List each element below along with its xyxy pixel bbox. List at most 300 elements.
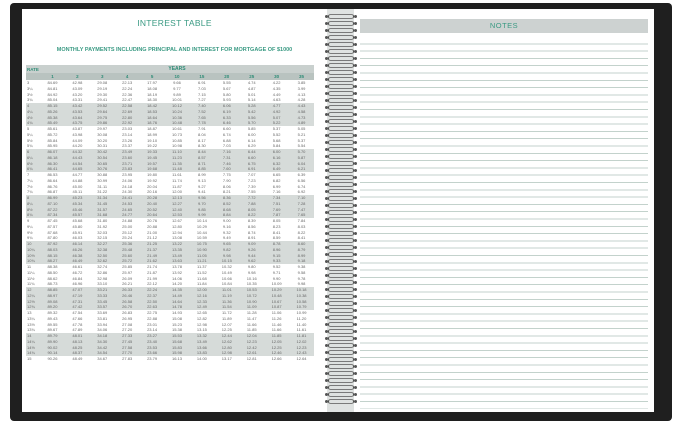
- payment-cell: 29.19: [97, 85, 108, 91]
- rate-cell: 14½: [27, 344, 35, 350]
- payment-cell: 11.06: [271, 310, 282, 315]
- payment-cell: 21.12: [147, 235, 158, 241]
- payment-cell: 22.58: [122, 103, 133, 108]
- payment-cell: 29.97: [97, 126, 108, 131]
- rate-cell: 11¾: [27, 281, 35, 287]
- payment-cell: 23.95: [122, 172, 133, 177]
- payment-cell: 47.66: [72, 315, 83, 321]
- payment-cell: 34.67: [97, 356, 108, 361]
- payment-cell: 6.91: [198, 80, 206, 85]
- spiral-coil: [326, 168, 356, 175]
- payment-cell: 8.44: [198, 149, 206, 154]
- payment-cell: 14.35: [171, 287, 182, 292]
- payment-cell: 13.83: [196, 350, 207, 356]
- payment-cell: 26.58: [122, 298, 133, 304]
- payment-cell: 22.13: [122, 80, 133, 85]
- payment-cell: 88.03: [47, 246, 58, 252]
- payment-cell: 10.09: [271, 281, 282, 287]
- payment-cell: 4.92: [272, 108, 281, 114]
- payment-cell: 9.98: [297, 281, 306, 287]
- spiral-coil: [326, 273, 356, 280]
- payment-cell: 19.22: [147, 143, 158, 149]
- payment-cell: 9.77: [173, 85, 181, 91]
- payment-cell: 33.94: [97, 321, 108, 327]
- payment-cell: 88.38: [47, 264, 58, 269]
- payment-cell: 10.66: [221, 275, 232, 281]
- rate-cell: 12: [27, 287, 32, 292]
- payment-cell: 85.49: [47, 120, 58, 126]
- payment-cell: 8.60: [297, 241, 306, 246]
- payment-cell: 7.90: [222, 177, 231, 183]
- payment-cell: 8.22: [247, 212, 256, 218]
- payment-cell: 20.88: [147, 223, 158, 229]
- payment-cell: 27.70: [122, 350, 133, 356]
- payment-cell: 8.74: [247, 229, 256, 235]
- payment-cell: 7.03: [198, 85, 206, 91]
- payment-cell: 4.35: [272, 85, 281, 91]
- payment-cell: 8.39: [247, 218, 256, 223]
- payment-cell: 3.85: [297, 80, 306, 85]
- payment-cell: 10.87: [271, 304, 282, 310]
- payment-cell: 7.60: [222, 166, 231, 172]
- payment-cell: 10.72: [246, 292, 257, 298]
- payment-cell: 89.20: [47, 304, 58, 310]
- payment-cell: 20.76: [147, 218, 158, 223]
- payment-cell: 9.41: [198, 189, 206, 195]
- payment-cell: 32.03: [97, 229, 108, 235]
- payment-cell: 45.34: [72, 200, 83, 206]
- notes-heading: NOTES: [360, 19, 648, 33]
- payment-cell: 6.14: [247, 137, 256, 143]
- payment-cell: 5.84: [272, 143, 281, 149]
- table-header-years: [26, 65, 314, 73]
- spiral-coil: [326, 140, 356, 147]
- payment-cell: 18.53: [147, 108, 158, 114]
- payment-cell: 6.92: [297, 189, 306, 195]
- spiral-coil: [326, 350, 356, 357]
- payment-cell: 7.47: [297, 206, 306, 212]
- payment-cell: 5.42: [247, 108, 256, 114]
- payment-cell: 10.73: [171, 131, 182, 137]
- payment-cell: 6.32: [272, 160, 281, 166]
- payment-cell: 7.46: [222, 160, 231, 166]
- payment-cell: 12.33: [196, 298, 207, 304]
- payment-cell: 12.05: [271, 338, 282, 344]
- year-column-header: 25: [249, 74, 255, 79]
- payment-cell: 22.63: [147, 304, 158, 310]
- payment-cell: 8.91: [247, 235, 256, 241]
- payment-cell: 7.55: [247, 189, 256, 195]
- page-title: INTEREST TABLE: [137, 18, 212, 28]
- payment-cell: 6.75: [247, 160, 256, 166]
- payment-cell: 7.39: [247, 183, 256, 189]
- spiral-coil: [326, 21, 356, 28]
- spiral-coil: [326, 182, 356, 189]
- rate-cell: 5: [27, 126, 30, 131]
- payment-cell: 11.36: [221, 298, 232, 304]
- payment-cell: 9.98: [247, 269, 256, 275]
- payment-cell: 19.10: [147, 137, 158, 143]
- payment-cell: 11.35: [172, 160, 182, 166]
- payment-cell: 11.20: [296, 315, 307, 321]
- payment-cell: 14.93: [171, 310, 182, 315]
- payment-cell: 9.32: [222, 229, 231, 235]
- payment-cell: 85.04: [47, 97, 58, 103]
- payment-cell: 5.70: [247, 120, 256, 126]
- payment-cell: 7.28: [297, 200, 306, 206]
- payment-cell: 26.33: [122, 287, 133, 292]
- payment-cell: 46.84: [72, 275, 83, 281]
- payment-cell: 10.36: [171, 114, 182, 120]
- payment-cell: 46.14: [72, 241, 83, 246]
- payment-cell: 13.15: [196, 327, 207, 333]
- payment-cell: 10.12: [171, 103, 182, 108]
- rate-cell: 9½: [27, 229, 33, 235]
- payment-cell: 25.24: [122, 235, 133, 241]
- payment-cell: 23.26: [122, 137, 133, 143]
- payment-cell: 4.43: [297, 103, 306, 108]
- payment-cell: 6.91: [247, 166, 256, 172]
- payment-cell: 30.08: [97, 131, 108, 137]
- payment-cell: 25.97: [122, 269, 133, 275]
- payment-cell: 46.03: [72, 235, 83, 241]
- payment-cell: 30.54: [97, 154, 108, 160]
- payment-cell: 12.43: [296, 350, 307, 356]
- payment-cell: 7.10: [297, 195, 306, 200]
- spiral-coil: [326, 371, 356, 378]
- payment-cell: 85.15: [47, 103, 58, 108]
- payment-cell: 32.15: [97, 235, 108, 241]
- payment-cell: 43.20: [72, 91, 83, 97]
- spiral-coil: [326, 175, 356, 182]
- payment-cell: 9.89: [173, 91, 181, 97]
- spiral-coil: [326, 126, 356, 133]
- payment-cell: 86.07: [47, 149, 58, 154]
- spiral-coil: [326, 322, 356, 329]
- spiral-coil: [326, 259, 356, 266]
- payment-cell: 19.92: [147, 177, 158, 183]
- payment-cell: 11.85: [246, 327, 257, 333]
- payment-cell: 8.41: [272, 229, 281, 235]
- payment-cell: 7.52: [198, 108, 206, 114]
- payment-cell: 46.49: [72, 258, 83, 264]
- payment-cell: 10.98: [171, 143, 182, 149]
- payment-cell: 10.61: [171, 126, 182, 131]
- payment-cell: 8.22: [297, 229, 306, 235]
- payment-cell: 5.70: [297, 149, 306, 154]
- payment-cell: 10.48: [171, 120, 182, 126]
- payment-cell: 84.81: [47, 85, 58, 91]
- rate-cell: 11: [27, 264, 32, 269]
- payment-cell: 10.35: [246, 281, 257, 287]
- interest-table: [26, 65, 314, 362]
- rate-cell: 8: [27, 195, 30, 200]
- payment-cell: 4.77: [272, 103, 281, 108]
- payment-cell: 89.90: [47, 338, 58, 344]
- rate-cell: 9¼: [27, 223, 33, 229]
- payment-cell: 7.15: [198, 91, 206, 97]
- rate-cell: 3: [27, 80, 30, 85]
- payment-cell: 29.08: [97, 80, 108, 85]
- payment-cell: 6.74: [222, 131, 231, 137]
- payment-cell: 8.85: [198, 166, 206, 172]
- payment-cell: 25.60: [122, 252, 133, 258]
- payment-cell: 26.21: [122, 281, 133, 287]
- payment-cell: 45.00: [72, 183, 83, 189]
- payment-cell: 33.33: [97, 292, 108, 298]
- payment-cell: 12.40: [171, 206, 182, 212]
- payment-cell: 5.52: [272, 131, 281, 137]
- payment-cell: 14.78: [171, 304, 182, 310]
- payment-cell: 30.99: [97, 177, 108, 183]
- rate-cell: 3¾: [27, 97, 33, 103]
- rate-cell: 4: [27, 103, 30, 108]
- payment-cell: 11.37: [197, 264, 207, 269]
- payment-cell: 33.10: [97, 281, 108, 287]
- payment-cell: 8.04: [198, 131, 206, 137]
- payment-cell: 20.16: [147, 189, 158, 195]
- payment-cell: 8.52: [222, 200, 231, 206]
- payment-cell: 12.07: [221, 321, 232, 327]
- payment-cell: 5.37: [272, 126, 281, 131]
- payment-cell: 4.63: [272, 97, 281, 103]
- payment-cell: 22.24: [122, 85, 133, 91]
- payment-cell: 89.08: [47, 298, 58, 304]
- payment-cell: 6.74: [297, 183, 306, 189]
- spiral-coil: [326, 28, 356, 35]
- payment-cell: 23.40: [147, 338, 158, 344]
- rate-cell: 10¾: [27, 258, 35, 264]
- payment-cell: 12.23: [296, 344, 307, 350]
- payment-cell: 27.45: [122, 338, 133, 344]
- payment-cell: 9.58: [297, 269, 306, 275]
- payment-cell: 48.25: [72, 344, 83, 350]
- payment-cell: 11.72: [221, 310, 232, 315]
- payment-cell: 7.34: [272, 195, 281, 200]
- payment-cell: 9.44: [247, 252, 256, 258]
- spiral-coil: [326, 133, 356, 140]
- payment-cell: 45.57: [72, 212, 83, 218]
- payment-cell: 7.72: [247, 195, 256, 200]
- payment-cell: 5.14: [247, 97, 256, 103]
- payment-cell: 12.65: [196, 310, 207, 315]
- payment-cell: 23.14: [122, 131, 133, 137]
- payment-cell: 88.27: [47, 258, 58, 264]
- payment-cell: 29.64: [97, 108, 108, 114]
- payment-cell: 9.26: [247, 246, 256, 252]
- rate-cell: 12¾: [27, 304, 35, 310]
- payment-cell: 88.97: [47, 292, 58, 298]
- payment-cell: 48.01: [72, 333, 83, 338]
- payment-cell: 30.88: [97, 172, 108, 177]
- payment-cell: 10.14: [196, 218, 207, 223]
- payment-cell: 32.86: [97, 269, 108, 275]
- payment-cell: 8.68: [222, 206, 231, 212]
- payment-cell: 12.49: [196, 304, 207, 310]
- payment-cell: 10.79: [296, 304, 307, 310]
- payment-cell: 44.77: [72, 172, 83, 177]
- payment-cell: 12.23: [246, 338, 257, 344]
- payment-cell: 25.85: [122, 264, 133, 269]
- payment-cell: 29.52: [97, 103, 108, 108]
- payment-cell: 14.06: [171, 275, 182, 281]
- payment-cell: 8.57: [198, 154, 206, 160]
- payment-cell: 44.09: [72, 137, 83, 143]
- payment-cell: 13.22: [171, 241, 182, 246]
- rate-cell: 8¾: [27, 212, 33, 218]
- payment-cell: 12.64: [296, 356, 307, 361]
- payment-cell: 4.74: [247, 80, 256, 85]
- payment-cell: 44.32: [72, 149, 83, 154]
- payment-cell: 30.65: [97, 160, 108, 166]
- payment-cell: 23.83: [122, 166, 133, 172]
- payment-cell: 44.65: [72, 166, 83, 172]
- payment-cell: 9.38: [297, 264, 306, 269]
- payment-cell: 86.18: [47, 154, 58, 160]
- payment-cell: 8.79: [297, 246, 306, 252]
- payment-cell: 8.96: [272, 246, 281, 252]
- payment-cell: 86.41: [47, 166, 58, 172]
- payment-cell: 5.37: [297, 137, 306, 143]
- payment-cell: 6.56: [297, 177, 306, 183]
- payment-cell: 11.54: [221, 304, 232, 310]
- payment-cell: 7.07: [247, 172, 256, 177]
- payment-cell: 9.16: [222, 223, 231, 229]
- payment-cell: 11.81: [296, 333, 307, 338]
- payment-cell: 16.13: [171, 356, 182, 361]
- payment-cell: 87.92: [47, 241, 58, 246]
- rate-cell: 6: [27, 149, 30, 154]
- payment-cell: 9.99: [198, 212, 206, 218]
- payment-cell: 10.49: [221, 269, 232, 275]
- payment-cell: 43.75: [72, 120, 83, 126]
- payment-cell: 11.46: [271, 321, 282, 327]
- payment-cell: 12.04: [246, 333, 257, 338]
- payment-cell: 19.80: [147, 172, 158, 177]
- rate-cell: 8¼: [27, 200, 33, 206]
- payment-cell: 8.71: [198, 160, 206, 166]
- spiral-coil: [326, 35, 356, 42]
- payment-cell: 13.35: [171, 246, 182, 252]
- rate-cell: 9: [27, 218, 30, 223]
- payment-cell: 9.56: [198, 195, 206, 200]
- payment-cell: 18.64: [147, 114, 158, 120]
- payment-cell: 85.38: [47, 114, 58, 120]
- rate-cell: 6¼: [27, 154, 33, 160]
- payment-cell: 12.46: [271, 350, 282, 356]
- payment-cell: 43.98: [72, 131, 83, 137]
- payment-cell: 10.29: [271, 287, 282, 292]
- payment-cell: 87.57: [47, 223, 58, 229]
- payment-cell: 25.00: [122, 223, 133, 229]
- payment-cell: 9.18: [297, 258, 306, 264]
- payment-cell: 9.52: [272, 264, 281, 269]
- payment-cell: 15.83: [171, 344, 182, 350]
- payment-cell: 43.87: [72, 126, 83, 131]
- payment-cell: 9.65: [222, 241, 231, 246]
- payment-cell: 31.92: [97, 223, 108, 229]
- year-column-header: 2: [76, 74, 79, 79]
- payment-cell: 18.30: [147, 97, 158, 103]
- payment-cell: 32.38: [97, 246, 108, 252]
- spiral-coil: [326, 105, 356, 112]
- payment-cell: 86.76: [47, 183, 58, 189]
- payment-cell: 31.34: [97, 195, 108, 200]
- payment-cell: 44.43: [72, 154, 83, 160]
- payment-cell: 9.78: [297, 275, 306, 281]
- payment-cell: 6.88: [222, 137, 231, 143]
- payment-cell: 19.33: [147, 149, 158, 154]
- rate-cell: 13¼: [27, 315, 35, 321]
- payment-cell: 25.12: [122, 229, 133, 235]
- payment-cell: 85.61: [47, 126, 58, 131]
- rate-cell: 4½: [27, 114, 33, 120]
- payment-cell: 88.62: [47, 275, 58, 281]
- spiral-coil: [326, 77, 356, 84]
- payment-cell: 31.45: [97, 200, 108, 206]
- payment-cell: 87.22: [47, 206, 58, 212]
- payment-cell: 26.46: [122, 292, 133, 298]
- spiral-coil: [326, 210, 356, 217]
- payment-cell: 27.20: [122, 327, 133, 333]
- payment-cell: 48.13: [72, 338, 83, 344]
- payment-cell: 22.75: [147, 310, 158, 315]
- payment-cell: 7.03: [222, 143, 231, 149]
- payment-cell: 46.72: [72, 269, 83, 275]
- payment-cell: 13.66: [196, 344, 207, 350]
- payment-cell: 10.32: [221, 264, 232, 269]
- table-body: [26, 80, 314, 362]
- payment-cell: 19.57: [147, 160, 158, 166]
- payment-cell: 90.26: [47, 356, 58, 361]
- payment-cell: 4.28: [297, 97, 306, 103]
- payment-cell: 7.88: [247, 200, 256, 206]
- rate-cell: 14: [27, 333, 32, 338]
- rate-cell: 13¾: [27, 327, 35, 333]
- payment-cell: 90.02: [47, 344, 58, 350]
- payment-cell: 23.66: [147, 350, 158, 356]
- year-column-header: 15: [199, 74, 205, 79]
- payment-cell: 11.26: [271, 315, 282, 321]
- payment-cell: 12.02: [296, 338, 307, 344]
- spiral-coil: [326, 84, 356, 91]
- ruled-lines[interactable]: [360, 37, 648, 409]
- payment-cell: 18.19: [147, 91, 158, 97]
- payment-cell: 45.11: [72, 189, 83, 195]
- payment-cell: 8.03: [297, 223, 306, 229]
- payment-cell: 24.30: [122, 189, 133, 195]
- rate-cell: 11½: [27, 275, 35, 281]
- spiral-coil: [326, 154, 356, 161]
- payment-cell: 34.18: [97, 333, 108, 338]
- payment-cell: 21.87: [147, 269, 158, 275]
- rate-cell: 3½: [27, 91, 33, 97]
- year-column-header: 30: [274, 74, 280, 79]
- payment-cell: 12.42: [246, 344, 257, 350]
- rate-cell: 7: [27, 172, 30, 177]
- rate-cell: 6¾: [27, 166, 33, 172]
- payment-cell: 10.38: [296, 292, 307, 298]
- payment-cell: 5.05: [297, 126, 306, 131]
- payment-cell: 9.82: [222, 246, 231, 252]
- spiral-coil: [326, 14, 356, 21]
- payment-cell: 10.58: [296, 298, 307, 304]
- payment-cell: 11.85: [271, 333, 282, 338]
- payment-cell: 47.54: [72, 310, 83, 315]
- payment-cell: 46.26: [72, 246, 83, 252]
- payment-cell: 11.74: [172, 177, 182, 183]
- payment-cell: 9.13: [198, 177, 206, 183]
